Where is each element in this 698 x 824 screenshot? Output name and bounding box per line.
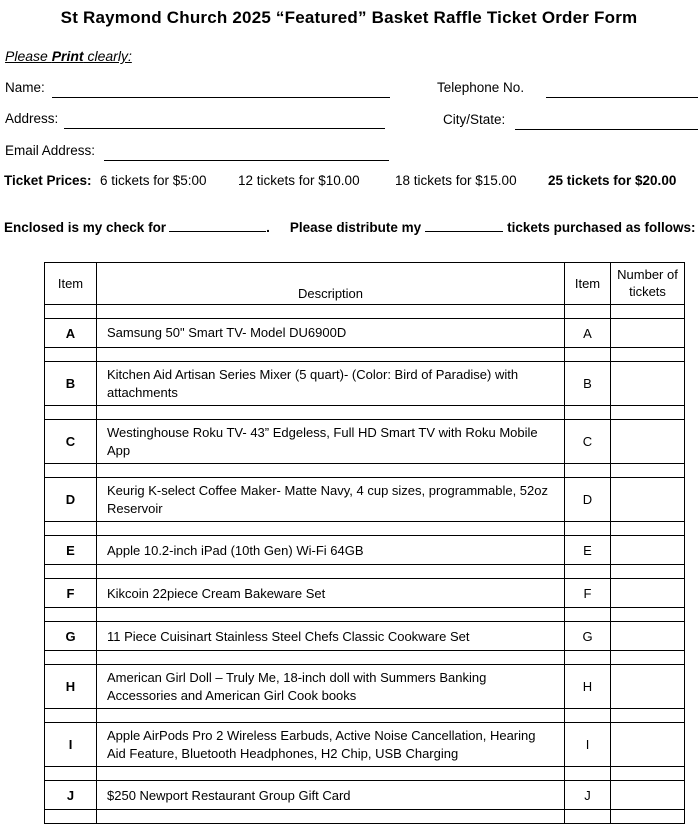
column-header-item-right: Item — [565, 263, 611, 305]
item-letter-cell: A — [45, 319, 97, 348]
spacer-cell — [97, 565, 565, 579]
spacer-row — [45, 406, 685, 420]
ticket-price-option-3: 18 tickets for $15.00 — [395, 173, 517, 188]
spacer-cell — [565, 406, 611, 420]
item-letter-cell-right: J — [565, 781, 611, 810]
print-note-suffix: clearly: — [83, 48, 132, 64]
item-description-cell: Samsung 50" Smart TV- Model DU6900D — [97, 319, 565, 348]
tickets-count-cell[interactable] — [611, 319, 685, 348]
check-sentence-part1: Enclosed is my check for — [4, 220, 167, 235]
item-description-cell: Kikcoin 22piece Cream Bakeware Set — [97, 579, 565, 608]
item-letter-cell-right: D — [565, 478, 611, 522]
spacer-row — [45, 565, 685, 579]
spacer-row — [45, 709, 685, 723]
table-row — [45, 781, 685, 810]
item-letter-cell-right: E — [565, 536, 611, 565]
item-letter-cell: H — [45, 665, 97, 709]
tickets-count-cell[interactable] — [611, 723, 685, 767]
address-label: Address: — [5, 111, 59, 126]
item-description-cell: American Girl Doll – Truly Me, 18-inch doll with Summers Banking Accessories and American Girl Cook books — [97, 665, 565, 709]
spacer-cell — [97, 767, 565, 781]
ticket-price-option-1: 6 tickets for $5:00 — [100, 173, 207, 188]
spacer-cell — [97, 305, 565, 319]
spacer-cell — [565, 651, 611, 665]
spacer-row — [45, 608, 685, 622]
spacer-cell — [97, 709, 565, 723]
spacer-cell — [45, 810, 97, 824]
tickets-count-cell[interactable] — [611, 781, 685, 810]
spacer-cell — [45, 608, 97, 622]
spacer-cell — [45, 406, 97, 420]
column-header-number-of-tickets: Number of tickets — [611, 263, 685, 305]
spacer-cell — [45, 709, 97, 723]
item-letter-cell: E — [45, 536, 97, 565]
table-header-row — [45, 263, 685, 305]
spacer-row — [45, 651, 685, 665]
item-letter-cell: G — [45, 622, 97, 651]
spacer-row — [45, 348, 685, 362]
item-letter-cell: F — [45, 579, 97, 608]
check-distribution-sentence — [4, 219, 698, 235]
page-title: St Raymond Church 2025 “Featured” Basket Raffle Ticket Order Form — [60, 8, 638, 27]
spacer-cell — [45, 348, 97, 362]
item-letter-cell-right: F — [565, 579, 611, 608]
tickets-count-cell[interactable] — [611, 420, 685, 464]
spacer-cell — [565, 608, 611, 622]
spacer-cell — [611, 565, 685, 579]
print-clearly-note — [5, 48, 132, 64]
item-description-cell: Apple AirPods Pro 2 Wireless Earbuds, Active Noise Cancellation, Hearing Aid Feature, Bluetooth Headphones, H2 Chip, USB Charging — [97, 723, 565, 767]
item-letter-cell-right: H — [565, 665, 611, 709]
spacer-row — [45, 810, 685, 824]
spacer-cell — [97, 651, 565, 665]
spacer-cell — [565, 348, 611, 362]
spacer-cell — [45, 651, 97, 665]
item-letter-cell: J — [45, 781, 97, 810]
table-row — [45, 420, 685, 464]
column-header-description: Description — [97, 263, 565, 305]
table-row — [45, 622, 685, 651]
check-sentence-period: . — [266, 220, 270, 235]
order-table — [44, 262, 685, 824]
item-letter-cell-right: G — [565, 622, 611, 651]
spacer-cell — [611, 767, 685, 781]
table-row — [45, 579, 685, 608]
spacer-cell — [611, 464, 685, 478]
spacer-cell — [45, 767, 97, 781]
spacer-row — [45, 522, 685, 536]
telephone-line[interactable] — [546, 81, 698, 98]
table-row — [45, 362, 685, 406]
tickets-count-cell[interactable] — [611, 362, 685, 406]
spacer-cell — [611, 305, 685, 319]
spacer-cell — [565, 522, 611, 536]
item-letter-cell: D — [45, 478, 97, 522]
item-description-cell: 11 Piece Cuisinart Stainless Steel Chefs Classic Cookware Set — [97, 622, 565, 651]
item-letter-cell: I — [45, 723, 97, 767]
spacer-cell — [611, 651, 685, 665]
spacer-cell — [565, 810, 611, 824]
spacer-cell — [97, 608, 565, 622]
item-letter-cell: B — [45, 362, 97, 406]
spacer-cell — [97, 810, 565, 824]
spacer-cell — [97, 348, 565, 362]
spacer-cell — [45, 305, 97, 319]
tickets-count-cell[interactable] — [611, 579, 685, 608]
spacer-cell — [611, 406, 685, 420]
order-table-body — [45, 305, 685, 824]
spacer-cell — [97, 406, 565, 420]
item-description-cell: Westinghouse Roku TV- 43” Edgeless, Full HD Smart TV with Roku Mobile App — [97, 420, 565, 464]
item-letter-cell: C — [45, 420, 97, 464]
email-line[interactable] — [104, 144, 389, 161]
column-header-item-left: Item — [45, 263, 97, 305]
print-note-prefix: Please — [5, 48, 52, 64]
item-description-cell: $250 Newport Restaurant Group Gift Card — [97, 781, 565, 810]
address-line[interactable] — [64, 112, 385, 129]
spacer-cell — [97, 464, 565, 478]
spacer-cell — [565, 305, 611, 319]
tickets-count-cell[interactable] — [611, 665, 685, 709]
spacer-cell — [45, 464, 97, 478]
spacer-cell — [611, 348, 685, 362]
item-letter-cell-right: B — [565, 362, 611, 406]
check-amount-line[interactable] — [169, 219, 266, 232]
item-letter-cell-right: A — [565, 319, 611, 348]
print-note-bold-word: Print — [51, 48, 84, 64]
spacer-cell — [611, 522, 685, 536]
spacer-cell — [565, 565, 611, 579]
spacer-cell — [611, 810, 685, 824]
email-label: Email Address: — [5, 143, 96, 158]
city-state-line[interactable] — [515, 113, 698, 130]
spacer-cell — [611, 608, 685, 622]
table-row — [45, 536, 685, 565]
name-line[interactable] — [52, 81, 390, 98]
item-description-cell: Apple 10.2-inch iPad (10th Gen) Wi-Fi 64GB — [97, 536, 565, 565]
spacer-row — [45, 305, 685, 319]
city-state-label: City/State: — [443, 112, 506, 127]
spacer-cell — [565, 709, 611, 723]
ticket-prices-label: Ticket Prices: — [4, 173, 92, 188]
spacer-row — [45, 767, 685, 781]
check-sentence-part2: Please distribute my — [289, 220, 422, 235]
ticket-price-option-2: 12 tickets for $10.00 — [238, 173, 360, 188]
spacer-cell — [565, 767, 611, 781]
item-description-cell: Kitchen Aid Artisan Series Mixer (5 quart)- (Color: Bird of Paradise) with attachments — [97, 362, 565, 406]
spacer-cell — [45, 565, 97, 579]
spacer-cell — [45, 522, 97, 536]
table-row — [45, 665, 685, 709]
ticket-price-option-4: 25 tickets for $20.00 — [548, 173, 677, 188]
telephone-label: Telephone No. — [437, 80, 525, 95]
spacer-cell — [97, 522, 565, 536]
name-label: Name: — [5, 80, 45, 95]
spacer-row — [45, 464, 685, 478]
item-description-cell: Keurig K-select Coffee Maker- Matte Navy, 4 cup sizes, programmable, 52oz Reservoir — [97, 478, 565, 522]
tickets-count-cell[interactable] — [611, 536, 685, 565]
item-letter-cell-right: C — [565, 420, 611, 464]
table-row — [45, 723, 685, 767]
tickets-count-line[interactable] — [425, 219, 503, 232]
check-sentence-part3: tickets purchased as follows: — [507, 220, 696, 235]
tickets-count-cell[interactable] — [611, 478, 685, 522]
table-row — [45, 319, 685, 348]
item-letter-cell-right: I — [565, 723, 611, 767]
table-row — [45, 478, 685, 522]
spacer-cell — [611, 709, 685, 723]
tickets-count-cell[interactable] — [611, 622, 685, 651]
spacer-cell — [565, 464, 611, 478]
